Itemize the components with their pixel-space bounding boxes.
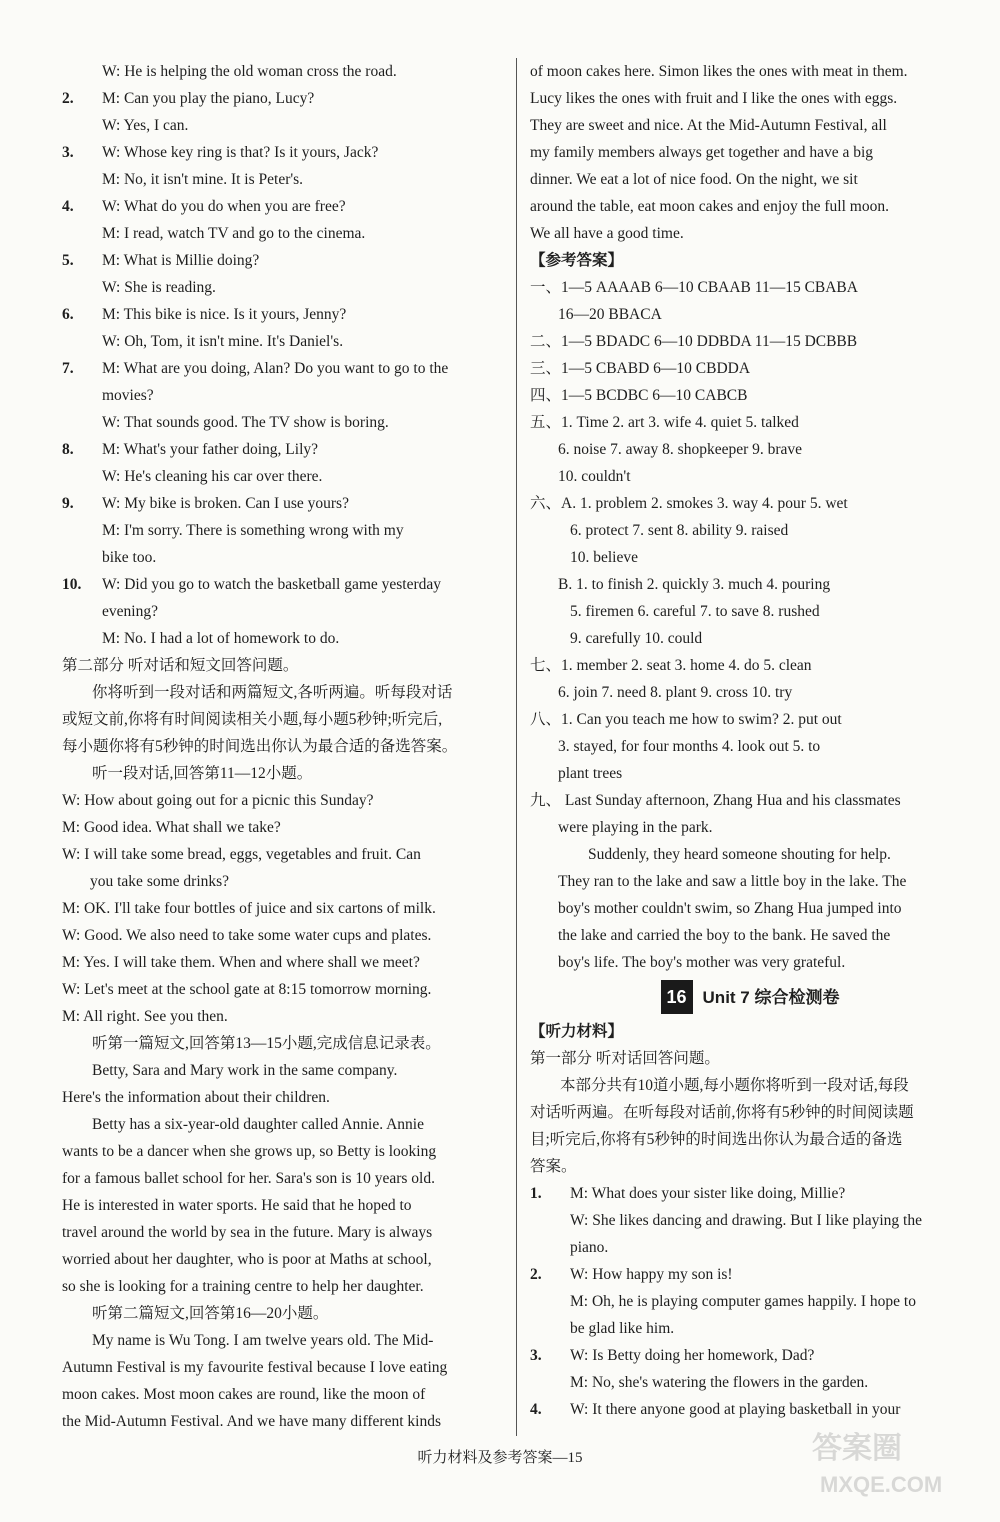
text-line (62, 760, 510, 787)
unit-title: Unit 7 综合检测卷 (702, 988, 840, 1007)
text-line (530, 166, 970, 193)
text-line (62, 328, 510, 355)
text-line (62, 1381, 510, 1408)
line-text: M: OK. I'll take four bottles of juice and six cartons of milk. (62, 900, 436, 917)
text-line (530, 544, 970, 571)
text-line (530, 1018, 970, 1045)
text-line (62, 706, 510, 733)
text-line (62, 895, 510, 922)
line-text: W: Whose key ring is that? Is it yours, Jack? (102, 144, 379, 161)
line-text: W: He's cleaning his car over there. (102, 468, 323, 485)
text-line (62, 598, 510, 625)
line-text: bike too. (102, 549, 157, 566)
text-line (530, 193, 970, 220)
line-text: M: No, it isn't mine. It is Peter's. (102, 171, 304, 188)
answer-key-section (530, 58, 970, 976)
line-text: 【听力材料】 (530, 1023, 624, 1040)
text-line (530, 1288, 970, 1315)
item-number: 3. (62, 144, 74, 161)
line-text: W: Yes, I can. (102, 117, 189, 134)
text-line (62, 409, 510, 436)
text-line (62, 139, 510, 166)
line-text: 对话听两遍。在听每段对话前,你将有5秒钟的时间阅读题 (530, 1104, 914, 1121)
line-text: W: My bike is broken. Can I use yours? (102, 495, 349, 512)
text-line (62, 1300, 510, 1327)
line-text: worried about her daughter, who is poor at Maths at school, (62, 1251, 432, 1268)
text-line (530, 1207, 970, 1234)
text-line (62, 733, 510, 760)
line-text: M: Good idea. What shall we take? (62, 819, 281, 836)
text-line (530, 571, 970, 598)
watermark-logo (802, 1422, 972, 1502)
text-line (530, 1153, 970, 1180)
text-line (62, 868, 510, 895)
text-line (530, 85, 970, 112)
line-text: 3. stayed, for four months 4. look out 5. to (558, 738, 821, 755)
text-line (62, 1327, 510, 1354)
line-text: 九、 Last Sunday afternoon, Zhang Hua and his classmates (530, 792, 901, 809)
line-text: 第一部分 听对话回答问题。 (530, 1050, 720, 1067)
line-text: 每小题你将有5秒钟的时间选出你认为最合适的备选答案。 (62, 738, 458, 755)
line-text: They are sweet and nice. At the Mid-Autumn Festival, all (530, 117, 887, 134)
line-text: M: All right. See you then. (62, 1008, 228, 1025)
line-text: M: No. I had a lot of homework to do. (102, 630, 340, 647)
text-line (62, 166, 510, 193)
line-text: W: I will take some bread, eggs, vegetables and fruit. Can (62, 846, 421, 863)
line-text: so she is looking for a training centre to help her daughter. (62, 1278, 424, 1295)
line-text: M: What's your father doing, Lily? (102, 441, 319, 458)
line-text: dinner. We eat a lot of nice food. On the night, we sit (530, 171, 858, 188)
line-text: W: Oh, Tom, it isn't mine. It's Daniel's. (102, 333, 344, 350)
text-line (530, 490, 970, 517)
text-line (530, 841, 970, 868)
text-line (530, 652, 970, 679)
line-text: B. 1. to finish 2. quickly 3. much 4. pouring (558, 576, 831, 593)
line-text: My name is Wu Tong. I am twelve years old. The Mid- (92, 1332, 434, 1349)
line-text: W: How about going out for a picnic this Sunday? (62, 792, 374, 809)
unit-number-badge: 16 (661, 980, 693, 1014)
text-line (62, 274, 510, 301)
line-text: 16—20 BBACA (558, 306, 662, 323)
text-line (530, 895, 970, 922)
line-text: 听第二篇短文,回答第16—20小题。 (92, 1305, 329, 1322)
text-line (530, 1315, 970, 1342)
text-line (62, 841, 510, 868)
text-line (62, 1057, 510, 1084)
text-line (62, 1003, 510, 1030)
line-text: be glad like him. (570, 1320, 675, 1337)
line-text: 七、1. member 2. seat 3. home 4. do 5. clean (530, 657, 812, 674)
line-text: 三、1—5 CBABD 6—10 CBDDA (530, 360, 751, 377)
text-line (62, 1354, 510, 1381)
text-line (62, 976, 510, 1003)
line-text: you take some drinks? (90, 873, 230, 890)
line-text: 6. noise 7. away 8. shopkeeper 9. brave (558, 441, 803, 458)
line-text: movies? (102, 387, 154, 404)
svg-text:答案圈: 答案圈 (812, 1432, 902, 1465)
text-line (62, 949, 510, 976)
item-number: 2. (530, 1266, 542, 1283)
line-text: Betty, Sara and Mary work in the same company. (92, 1062, 398, 1079)
line-text: M: What is Millie doing? (102, 252, 260, 269)
line-text: my family members always get together and have a big (530, 144, 874, 161)
text-line (62, 220, 510, 247)
line-text: 你将听到一段对话和两篇短文,各听两遍。听每段对话 (92, 684, 453, 701)
line-text: M: What are you doing, Alan? Do you want to go to the (102, 360, 449, 377)
line-text: 10. couldn't (558, 468, 631, 485)
text-line (530, 760, 970, 787)
line-text: plant trees (558, 765, 623, 782)
line-text: W: That sounds good. The TV show is boring. (102, 414, 389, 431)
text-line (530, 625, 970, 652)
line-text: 5. firemen 6. careful 7. to save 8. rushed (570, 603, 820, 620)
text-line (530, 463, 970, 490)
text-line (62, 490, 510, 517)
item-number: 10. (62, 576, 82, 593)
line-text: 一、1—5 AAAAB 6—10 CBAAB 11—15 CBABA (530, 279, 858, 296)
line-text: wants to be a dancer when she grows up, so Betty is looking (62, 1143, 437, 1160)
unit-header (530, 980, 970, 1014)
text-line (62, 382, 510, 409)
svg-text:MXQE.COM: MXQE.COM (820, 1472, 943, 1497)
line-text: W: She likes dancing and drawing. But I like playing the (570, 1212, 922, 1229)
line-text: 9. carefully 10. could (570, 630, 703, 647)
line-text: of moon cakes here. Simon likes the ones with meat in them. (530, 63, 908, 80)
text-line (62, 814, 510, 841)
text-line (62, 1165, 510, 1192)
line-text: 或短文前,你将有时间阅读相关小题,每小题5秒钟;听完后, (62, 711, 443, 728)
line-text: Betty has a six-year-old daughter called Annie. Annie (92, 1116, 424, 1133)
text-line (62, 1030, 510, 1057)
item-number: 6. (62, 306, 74, 323)
text-line (62, 652, 510, 679)
text-line (62, 679, 510, 706)
line-text: 目;听完后,你将有5秒钟的时间选出你认为最合适的备选 (530, 1131, 903, 1148)
text-line (530, 1180, 970, 1207)
text-line (530, 436, 970, 463)
text-line (530, 598, 970, 625)
line-text: W: Did you go to watch the basketball game yesterday (102, 576, 442, 593)
line-text: M: What does your sister like doing, Millie? (570, 1185, 846, 1202)
line-text: 【参考答案】 (530, 252, 624, 269)
text-line (530, 517, 970, 544)
text-line (530, 787, 970, 814)
text-line (530, 274, 970, 301)
line-text: 6. protect 7. sent 8. ability 9. raised (570, 522, 789, 539)
item-number: 8. (62, 441, 74, 458)
item-number: 2. (62, 90, 74, 107)
listening-material-section (530, 1018, 970, 1423)
line-text: 听一段对话,回答第11—12小题。 (92, 765, 313, 782)
line-text: around the table, eat moon cakes and enjoy the full moon. (530, 198, 889, 215)
line-text: were playing in the park. (558, 819, 713, 836)
text-line (530, 1261, 970, 1288)
line-text: M: Yes. I will take them. When and where shall we meet? (62, 954, 420, 971)
line-text: W: How happy my son is! (570, 1266, 733, 1283)
line-text: Lucy likes the ones with fruit and I like the ones with eggs. (530, 90, 898, 107)
text-line (530, 220, 970, 247)
item-number: 7. (62, 360, 74, 377)
text-line (62, 58, 510, 85)
text-line (62, 301, 510, 328)
line-text: 五、1. Time 2. art 3. wife 4. quiet 5. talked (530, 414, 799, 431)
text-line (62, 922, 510, 949)
line-text: M: No, she's watering the flowers in the garden. (570, 1374, 869, 1391)
line-text: 本部分共有10道小题,每小题你将听到一段对话,每段 (560, 1077, 909, 1094)
text-line (62, 571, 510, 598)
column-divider (516, 58, 517, 1436)
text-line (530, 1126, 970, 1153)
left-column (62, 58, 510, 1435)
text-line (530, 1396, 970, 1423)
line-text: He is interested in water sports. He said that he hoped to (62, 1197, 412, 1214)
line-text: Suddenly, they heard someone shouting for help. (588, 846, 891, 863)
text-line (530, 409, 970, 436)
text-line (530, 922, 970, 949)
text-line (62, 112, 510, 139)
line-text: M: Can you play the piano, Lucy? (102, 90, 315, 107)
text-line (530, 112, 970, 139)
line-text: the lake and carried the boy to the bank. He saved the (558, 927, 891, 944)
line-text: W: Is Betty doing her homework, Dad? (570, 1347, 815, 1364)
line-text: 6. join 7. need 8. plant 9. cross 10. try (558, 684, 793, 701)
text-line (62, 1111, 510, 1138)
text-line (530, 949, 970, 976)
line-text: for a famous ballet school for her. Sara's son is 10 years old. (62, 1170, 435, 1187)
text-line (62, 544, 510, 571)
text-line (530, 382, 970, 409)
text-line (62, 517, 510, 544)
text-line (62, 463, 510, 490)
line-text: W: He is helping the old woman cross the road. (102, 63, 397, 80)
line-text: 听第一篇短文,回答第13—15小题,完成信息记录表。 (92, 1035, 441, 1052)
text-line (62, 625, 510, 652)
text-line (530, 355, 970, 382)
text-line (62, 193, 510, 220)
line-text: 答案。 (530, 1158, 577, 1175)
text-line (530, 1369, 970, 1396)
line-text: M: I'm sorry. There is something wrong with my (102, 522, 404, 539)
line-text: 10. believe (570, 549, 639, 566)
right-column (530, 58, 970, 1423)
text-line (530, 1045, 970, 1072)
line-text: W: She is reading. (102, 279, 216, 296)
line-text: 六、A. 1. problem 2. smokes 3. way 4. pour 5. wet (530, 495, 848, 512)
text-line (530, 247, 970, 274)
line-text: piano. (570, 1239, 609, 1256)
text-line (530, 868, 970, 895)
text-line (530, 814, 970, 841)
text-line (530, 58, 970, 85)
line-text: the Mid-Autumn Festival. And we have many different kinds (62, 1413, 441, 1430)
line-text: We all have a good time. (530, 225, 684, 242)
line-text: They ran to the lake and saw a little boy in the lake. The (558, 873, 907, 890)
item-number: 4. (530, 1401, 542, 1418)
line-text: boy's life. The boy's mother was very grateful. (558, 954, 846, 971)
item-number: 1. (530, 1185, 542, 1202)
text-line (62, 247, 510, 274)
line-text: travel around the world by sea in the future. Mary is always (62, 1224, 433, 1241)
line-text: Autumn Festival is my favourite festival because I love eating (62, 1359, 448, 1376)
line-text: boy's mother couldn't swim, so Zhang Hua jumped into (558, 900, 902, 917)
line-text: M: Oh, he is playing computer games happily. I hope to (570, 1293, 916, 1310)
line-text: W: It there anyone good at playing basketball in your (570, 1401, 901, 1418)
text-line (530, 679, 970, 706)
text-line (62, 1246, 510, 1273)
text-line (530, 706, 970, 733)
text-line (62, 85, 510, 112)
text-line (530, 328, 970, 355)
text-line (62, 1084, 510, 1111)
text-line (62, 1192, 510, 1219)
text-line (530, 733, 970, 760)
text-line (62, 1408, 510, 1435)
text-line (530, 1234, 970, 1261)
line-text: 八、1. Can you teach me how to swim? 2. put out (530, 711, 842, 728)
line-text: evening? (102, 603, 158, 620)
line-text: Here's the information about their children. (62, 1089, 330, 1106)
text-line (62, 1138, 510, 1165)
text-line (62, 1273, 510, 1300)
item-number: 4. (62, 198, 74, 215)
line-text: moon cakes. Most moon cakes are round, like the moon of (62, 1386, 426, 1403)
line-text: M: I read, watch TV and go to the cinema. (102, 225, 366, 242)
text-line (530, 1342, 970, 1369)
line-text: W: Let's meet at the school gate at 8:15 tomorrow morning. (62, 981, 432, 998)
line-text: M: This bike is nice. Is it yours, Jenny? (102, 306, 347, 323)
text-line (530, 1072, 970, 1099)
line-text: W: What do you do when you are free? (102, 198, 346, 215)
text-line (62, 787, 510, 814)
text-line (530, 1099, 970, 1126)
item-number: 3. (530, 1347, 542, 1364)
text-line (530, 139, 970, 166)
text-line (62, 1219, 510, 1246)
line-text: 二、1—5 BDADC 6—10 DDBDA 11—15 DCBBB (530, 333, 858, 350)
line-text: W: Good. We also need to take some water cups and plates. (62, 927, 432, 944)
line-text: 四、1—5 BCDBC 6—10 CABCB (530, 387, 748, 404)
page-footer: 听力材料及参考答案—15 (417, 1450, 583, 1466)
item-number: 5. (62, 252, 74, 269)
text-line (62, 436, 510, 463)
text-line (530, 301, 970, 328)
item-number: 9. (62, 495, 74, 512)
line-text: 第二部分 听对话和短文回答问题。 (62, 657, 299, 674)
text-line (62, 355, 510, 382)
